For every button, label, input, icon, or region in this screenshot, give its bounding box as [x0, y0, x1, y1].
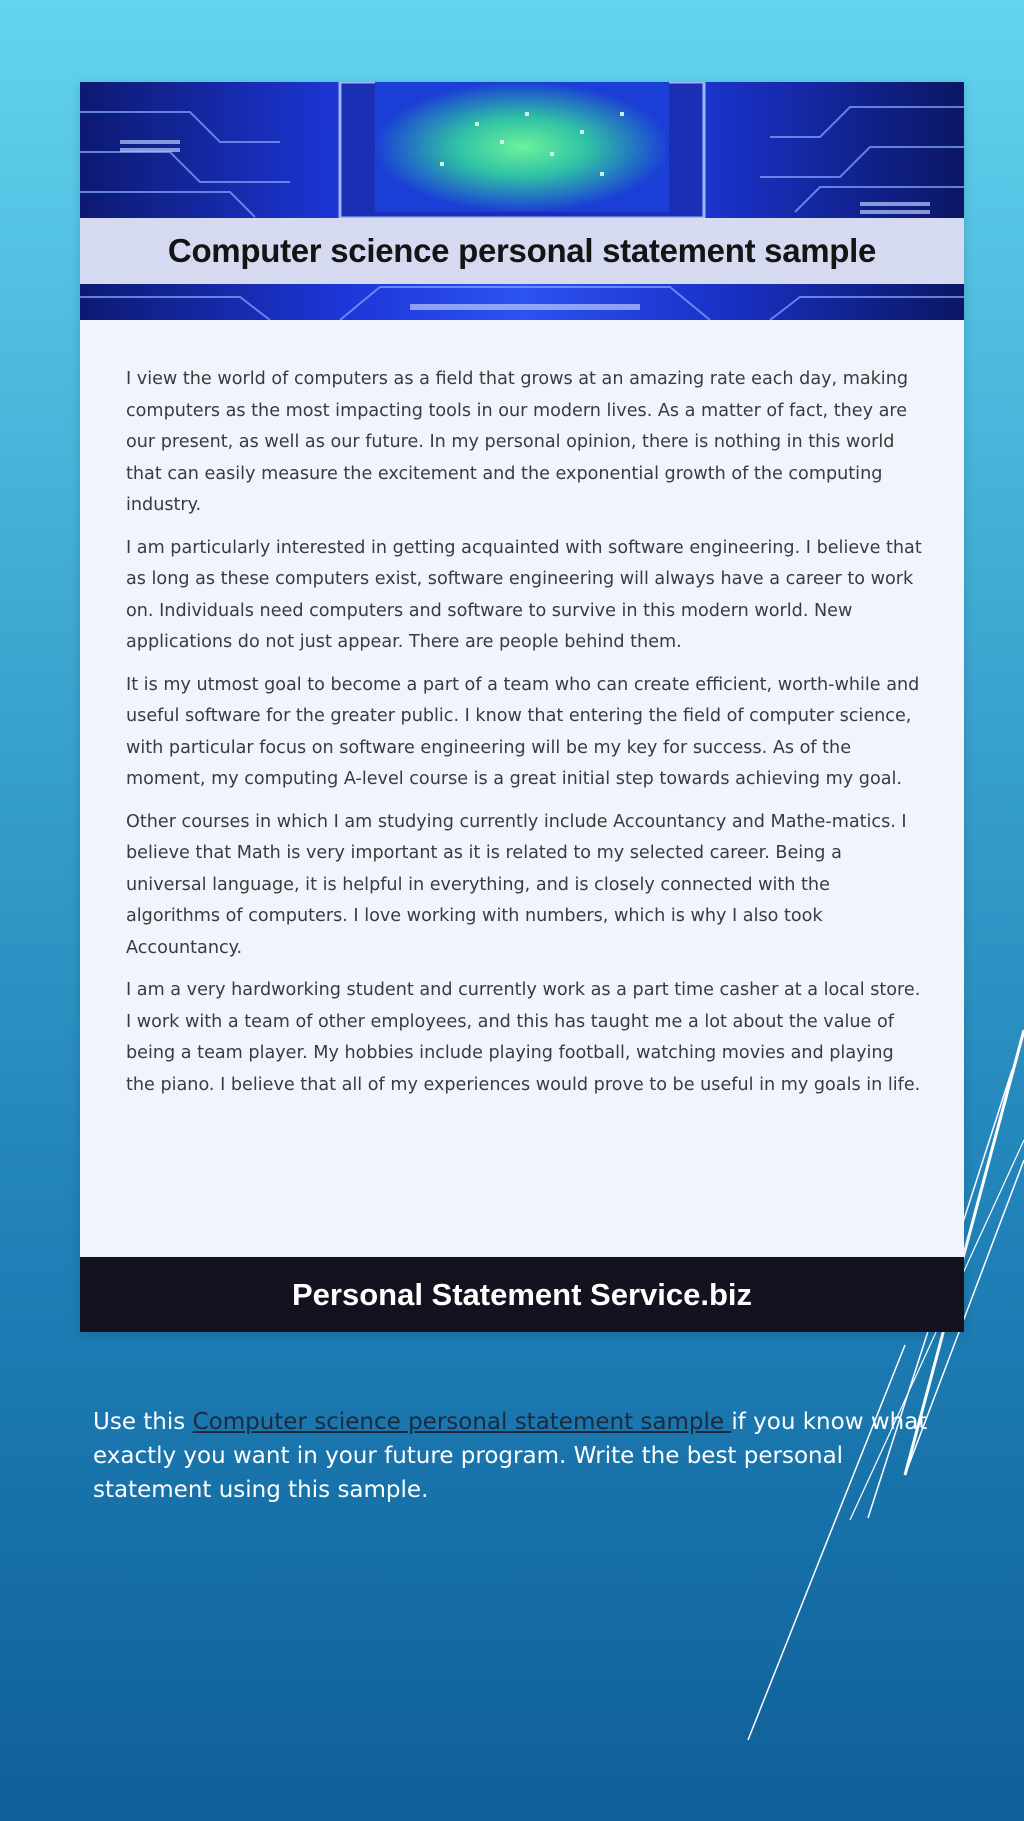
statement-body [126, 364, 926, 1112]
statement-paragraph: Other courses in which I am studying currently include Accountancy and Mathe-matics. I believe that Math is very important as it is related to my selected career. Being a universal language, it is helpful in everything, and is closely connected with the algorithms of computers. I love working with numbers, which is why I also took Accountancy. [126, 811, 907, 958]
statement-sample-card [80, 82, 964, 1332]
brand-name: Personal Statement Service.biz [291, 1276, 753, 1312]
card-title: Computer science personal statement sample [167, 232, 877, 269]
statement-paragraph: I am a very hardworking student and currently work as a part time casher at a local store. I work with a team of other employees, and this has taught me a lot about the value of being a team player. My hobbies include playing football, watching movies and playing the piano. I believe that all of my experiences would prove to be useful in my goals in life. [126, 980, 921, 1095]
caption-prefix: Use this [93, 1409, 193, 1435]
statement-paragraph: I view the world of computers as a field that grows at an amazing rate each day, making computers as the most impacting tools in our modern lives. As a matter of fact, they are our present, as well as our future. In my personal opinion, there is nothing in this world that can easily measure the excitement and the exponential growth of the computing industry. [126, 369, 909, 515]
circuit-board-banner [80, 82, 964, 320]
caption-text [93, 1405, 953, 1507]
statement-paragraph: It is my utmost goal to become a part of a team who can create efficient, worth-while and useful software for the greater public. I know that entering the field of computer science, with particular focus on software engineering will be my key for success. As of the moment, my computing A-level course is a great initial step towards achieving my goal. [126, 674, 920, 789]
sample-link[interactable]: Computer science personal statement sample [192, 1409, 732, 1435]
brand-footer-bar [80, 1257, 964, 1332]
statement-paragraph: I am particularly interested in getting acquainted with software engineering. I believe that as long as these computers exist, software engineering will always have a career to work on. Individuals need computers and software to survive in this modern world. New applications do not just appear. There are people behind them. [126, 537, 922, 652]
title-strip [80, 218, 964, 284]
circuit-board-illustration [80, 82, 964, 320]
caption-suffix: if you know what exactly you want in your future program. Write the best personal statement using this sample. [93, 1409, 928, 1503]
